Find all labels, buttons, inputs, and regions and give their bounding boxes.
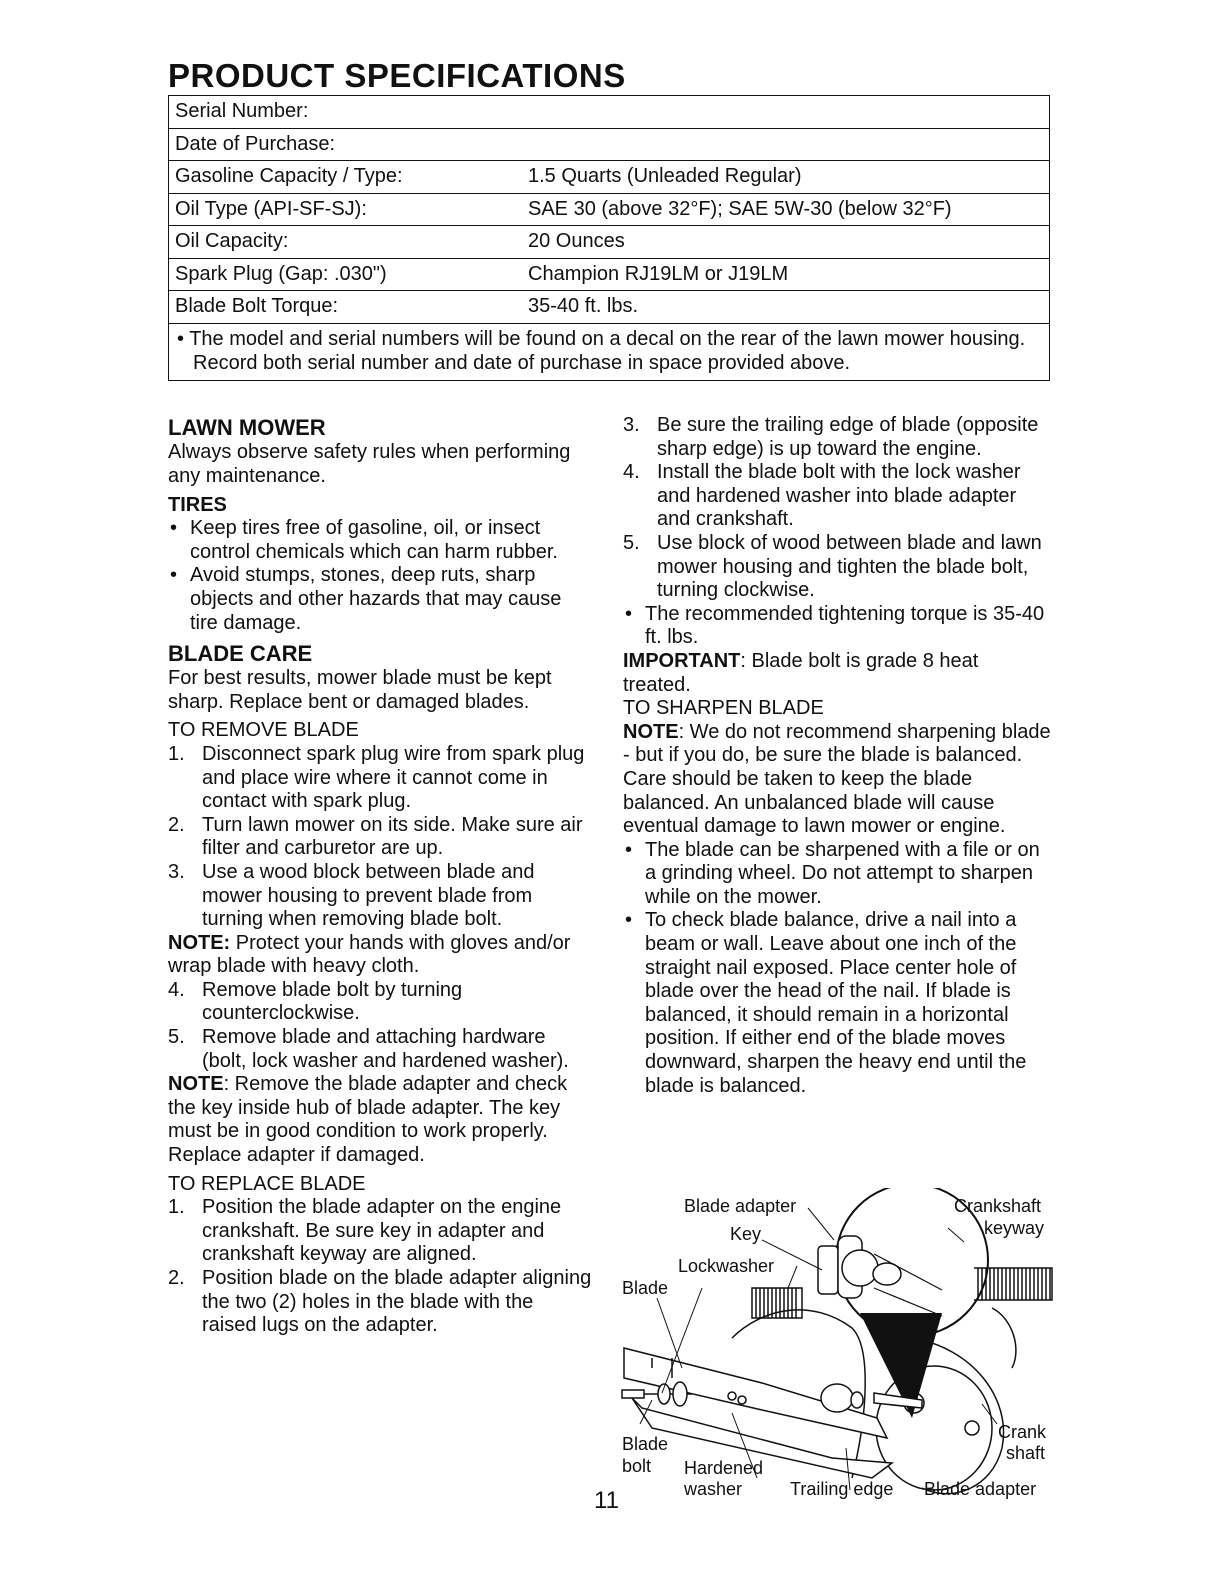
note-label: NOTE: xyxy=(168,931,231,954)
replace-blade-heading: TO REPLACE BLADE xyxy=(168,1172,366,1195)
list-item: • Keep tires free of gasoline, oil, or insect control chemicals which can harm rubber. xyxy=(170,517,558,563)
torque-bullet: The recommended tightening torque is 35-40 ft. lbs. xyxy=(645,602,1045,649)
list-item: 4. Remove blade bolt by turning counterclockwise. xyxy=(168,978,463,1025)
tires-bullet-1: Keep tires free of gasoline, oil, or insect control chemicals which can harm rubber. xyxy=(190,517,558,563)
spec-label: Gasoline Capacity / Type: xyxy=(175,165,403,188)
remove-step-2: Turn lawn mower on its side. Make sure air filter and carburetor are up. xyxy=(202,813,583,860)
remove-step-4: Remove blade bolt by turning counterclockwise. xyxy=(202,978,463,1025)
spec-label: Spark Plug (Gap: .030") xyxy=(175,262,387,285)
replace-step-4: Install the blade bolt with the lock washer and hardened washer into blade adapter and crankshaft. xyxy=(657,461,1021,531)
spec-row xyxy=(169,291,1049,324)
replace-step-2: Position blade on the blade adapter aligning the two (2) holes in the blade with the raised lugs on the adapter. xyxy=(202,1267,592,1337)
spec-label: Oil Capacity: xyxy=(175,230,289,253)
spec-row xyxy=(169,161,1049,194)
list-item: 4. Install the blade bolt with the lock washer and hardened washer into blade adapter and crankshaft. xyxy=(623,461,1021,531)
important-note xyxy=(623,650,1051,697)
list-item: • Avoid stumps, stones, deep ruts, sharp objects and other hazards that may cause tire damage. xyxy=(170,564,562,634)
important-label: IMPORTANT xyxy=(623,649,741,672)
sharpen-note xyxy=(623,721,1051,768)
spec-row xyxy=(169,96,1049,129)
label-key: Key xyxy=(730,1224,762,1244)
magnifier-circle xyxy=(818,1188,988,1418)
note-protect-hands xyxy=(168,932,593,979)
page-title: PRODUCT SPECIFICATIONS xyxy=(168,57,626,94)
spec-row xyxy=(169,226,1049,259)
tires-heading: TIRES xyxy=(168,494,227,517)
note-label: NOTE xyxy=(623,720,679,743)
list-item: 1. Position the blade adapter on the engine crankshaft. Be sure key in adapter and crankshaft keyway are aligned. xyxy=(168,1196,562,1266)
list-item: 5. Use block of wood between blade and lawn mower housing and tighten the blade bolt, turning clockwise. xyxy=(623,531,1042,602)
specifications-table xyxy=(168,95,1050,381)
spec-note-text: The model and serial numbers will be found on a decal on the rear of the lawn mower housing. Record both serial number and date of purchase in space provided above. xyxy=(189,327,1026,374)
label-washer: washer xyxy=(684,1479,743,1499)
tires-bullet-2: Avoid stumps, stones, deep ruts, sharp objects and other hazards that may cause tire damage. xyxy=(190,564,562,634)
label-blade: Blade xyxy=(622,1278,669,1298)
label-blade-adapter: Blade adapter xyxy=(684,1196,797,1216)
spec-row xyxy=(169,259,1049,292)
spec-label: Oil Type (API-SF-SJ): xyxy=(175,197,367,220)
list-item: 5. Remove blade and attaching hardware (bolt, lock washer and hardened washer). xyxy=(168,1026,569,1072)
sharpen-bullet-2: To check blade balance, drive a nail into a beam or wall. Leave about one inch of the straight nail exposed. Place center hole of blade over the head of the nail. If blade is balanced, it should remain in a horizontal position. If either end of the blade moves downward, sharpen the heavy end until the blade is balanced. xyxy=(645,909,1027,1097)
page-number: 11 xyxy=(594,1487,619,1514)
spec-row xyxy=(169,129,1049,162)
sharpen-bullet-1: The blade can be sharpened with a file or on a grinding wheel. Do not attempt to sharpen while on the mower. xyxy=(645,838,1040,908)
replace-step-5: Use block of wood between blade and lawn mower housing and tighten the blade bolt, turning clockwise. xyxy=(657,531,1042,602)
remove-blade-heading: TO REMOVE BLADE xyxy=(168,719,359,742)
blade-care-heading: BLADE CARE xyxy=(168,641,313,667)
label-blade-adapter-bottom: Blade adapter xyxy=(924,1479,1037,1499)
list-item: 1. Disconnect spark plug wire from spark plug and place wire where it cannot come in contact with spark plug. xyxy=(168,742,585,813)
list-item: • The recommended tightening torque is 35-40 ft. lbs. xyxy=(625,602,1045,649)
list-item: 2. Position blade on the blade adapter aligning the two (2) holes in the blade with the raised lugs on the adapter. xyxy=(168,1267,592,1337)
sharpen-blade-heading: TO SHARPEN BLADE xyxy=(623,697,824,720)
label-hardened-washer: Hardened xyxy=(684,1458,764,1478)
left-column xyxy=(168,414,593,1338)
label-blade-bolt: Blade xyxy=(622,1434,669,1454)
spec-label: Date of Purchase: xyxy=(175,132,336,155)
important-text: : Blade bolt is grade 8 heat treated. xyxy=(623,649,979,696)
note-text: : Remove the blade adapter and check the key inside hub of blade adapter. The key must be in good condition to work properly. Replace adapter if damaged. xyxy=(168,1073,568,1167)
label-crankshaft: Crank xyxy=(998,1422,1047,1442)
spec-value: 1.5 Quarts (Unleaded Regular) xyxy=(528,165,802,188)
spec-value: SAE 30 (above 32°F); SAE 5W-30 (below 32°F) xyxy=(528,197,952,220)
blade-care-text: For best results, mower blade must be kept sharp. Replace bent or damaged blades. xyxy=(168,667,552,713)
note-label: NOTE xyxy=(168,1073,224,1096)
list-item: 3. Be sure the trailing edge of blade (opposite sharp edge) is up toward the engine. xyxy=(623,414,1039,460)
spec-value: 20 Ounces xyxy=(528,230,625,253)
remove-step-1: Disconnect spark plug wire from spark plug and place wire where it cannot come in contact with spark plug. xyxy=(202,742,585,813)
note-text: : We do not recommend sharpening blade - but if you do, be sure the blade is balanced. xyxy=(623,720,1051,767)
note-text: Protect your hands with gloves and/or wrap blade with heavy cloth. xyxy=(168,931,571,978)
label-keyway: keyway xyxy=(984,1218,1045,1238)
blade-assembly-illustration xyxy=(612,1188,1062,1508)
care-text: Care should be taken to keep the blade balanced. An unbalanced blade will cause eventual damage to lawn mower or engine. xyxy=(623,767,1006,838)
spec-value: 35-40 ft. lbs. xyxy=(528,295,639,318)
spec-note: • The model and serial numbers will be found on a decal on the rear of the lawn mower housing. Record both serial number and date of purchase in space provided above. xyxy=(169,324,1049,381)
list-item: 2. Turn lawn mower on its side. Make sure air filter and carburetor are up. xyxy=(168,813,583,860)
note-blade-adapter xyxy=(168,1073,593,1167)
list-item: 3. Use a wood block between blade and mower housing to prevent blade from turning when removing blade bolt. xyxy=(168,860,535,931)
label-shaft: shaft xyxy=(1006,1443,1046,1463)
remove-step-3: Use a wood block between blade and mower housing to prevent blade from turning when removing blade bolt. xyxy=(202,860,535,931)
spec-label: Blade Bolt Torque: xyxy=(175,295,339,318)
remove-step-5: Remove blade and attaching hardware (bolt, lock washer and hardened washer). xyxy=(202,1026,569,1072)
label-lockwasher: Lockwasher xyxy=(678,1256,775,1276)
replace-step-3: Be sure the trailing edge of blade (opposite sharp edge) is up toward the engine. xyxy=(657,414,1039,460)
spec-label: Serial Number: xyxy=(175,100,309,123)
spec-value: Champion RJ19LM or J19LM xyxy=(528,262,789,285)
spec-row xyxy=(169,194,1049,227)
right-column xyxy=(623,414,1051,1098)
replace-step-1: Position the blade adapter on the engine crankshaft. Be sure key in adapter and crankshaft keyway are aligned. xyxy=(202,1196,562,1266)
lawn-mower-heading: LAWN MOWER xyxy=(168,415,326,440)
list-item: • The blade can be sharpened with a file or on a grinding wheel. Do not attempt to sharpen while on the mower. xyxy=(625,838,1040,908)
blade-assembly-diagram xyxy=(612,1188,1062,1508)
list-item: • To check blade balance, drive a nail into a beam or wall. Leave about one inch of the straight nail exposed. Place center hole of blade over the head of the nail. If blade is balanced, it should remain in a horizontal position. If either end of the blade moves downward, sharpen the heavy end until the blade is balanced. xyxy=(625,909,1027,1097)
label-crankshaft-keyway: Crankshaft xyxy=(954,1196,1042,1216)
label-bolt: bolt xyxy=(622,1456,652,1476)
label-trailing-edge: Trailing edge xyxy=(790,1479,894,1499)
lawn-mower-text: Always observe safety rules when performing any maintenance. xyxy=(168,441,571,487)
